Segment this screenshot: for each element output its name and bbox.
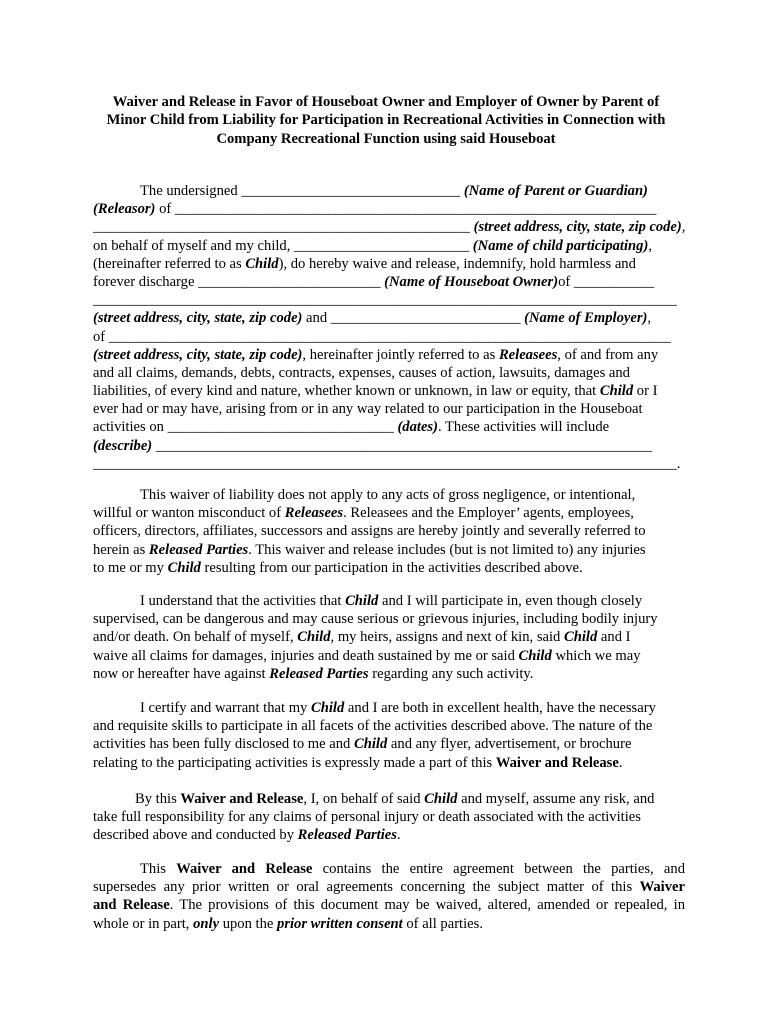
text-line [93,592,685,610]
text-line: and requisite skills to participate in all facets of the activities described above. The nature of the [93,718,653,735]
text: , my heirs, assigns and next of kin, said [330,629,564,646]
entire-agreement-paragraph [93,860,685,933]
child-term: Child [599,383,634,400]
address-label: (street address, city, state, zip code) [93,310,303,327]
risk-paragraph [93,592,685,683]
text: ____________________________________________________________________ [152,437,653,454]
text-line: ever had or may have, arising from or in any way related to our participation in the Houseboat [93,401,643,418]
employer-name-label: (Name of Employer) [524,310,648,327]
child-term: Child [564,629,598,646]
text: described above and conducted by [93,827,298,844]
text-line [93,273,685,291]
releasor-label: (Releasor) [93,201,156,218]
text: , of and from any [557,346,659,363]
text: of all parties. [402,915,483,932]
text: I understand that the activities that [140,593,346,609]
released-parties-term: Released Parties [297,827,397,844]
text: , hereinafter jointly referred to as [302,346,499,363]
text-line: officers, directors, affiliates, successors and assigns are hereby jointly and severally referred to [93,523,646,540]
text: supersedes any prior written or oral agreements concerning the subject matter of this [93,879,640,896]
text: forever discharge _________________________ [93,273,385,290]
text-line [93,559,685,577]
text-line [93,878,685,896]
text: . This waiver and release includes (but is not limited to) any injuries [248,541,646,558]
text-line [93,647,685,665]
text-line [93,699,685,717]
text: herein as [93,541,149,558]
text-line [93,418,685,436]
assume-risk-paragraph [93,790,685,845]
text: activities on _______________________________ [93,419,398,436]
text: resulting from our participation in the activities described above. [200,559,583,576]
owner-name-label: (Name of Houseboat Owner) [384,273,559,290]
child-term: Child [245,255,279,272]
waiver-term: and Release [93,897,170,914]
text: I certify and warrant that my [140,700,311,716]
text-line: take full responsibility for any claims of personal injury or death associated with the activities [93,809,641,826]
text-line: of _____________________________________________________________________________ [93,328,671,345]
text: or I [633,383,658,400]
text: to me or my [93,559,168,576]
text: on behalf of myself and my child, ________________________ [93,237,473,254]
address-label: (street address, city, state, zip code) [473,219,682,236]
text: (hereinafter referred to as [93,255,246,272]
text-line: supervised, can be dangerous and may cause serious or grievous injuries, including bodily injury [93,611,658,628]
child-term: Child [424,791,458,807]
releasees-term: Releasees [284,505,344,522]
text-line: ________________________________________________________________________________ [93,292,677,309]
text: and myself, assume any risk, and [457,791,655,807]
text: and/or death. On behalf of myself, [93,629,298,646]
text: The undersigned ______________________________ [140,183,464,199]
child-term: Child [354,736,388,753]
text: willful or wanton misconduct of [93,505,285,522]
title-line: Waiver and Release in Favor of Houseboat Owner and Employer of Owner by Parent of [112,94,660,110]
title-line: Company Recreational Function using said Houseboat [216,130,556,147]
text: activities has been fully disclosed to me and [93,736,354,753]
text-line [93,860,685,878]
parent-name-label: (Name of Parent or Guardian) [463,183,648,199]
health-paragraph [93,699,685,772]
text-line [93,346,685,364]
consent-term: prior written consent [277,915,403,932]
text: ), do hereby waive and release, indemnify, hold harmless and [278,255,636,272]
text: , [648,237,652,254]
text: upon the [219,915,278,932]
address-label: (street address, city, state, zip code) [93,346,303,363]
text-line [93,309,685,327]
child-term: Child [297,629,331,646]
text-line [93,790,685,808]
title-line: Minor Child from Liability for Participation in Recreational Activities in Connection with [106,112,666,129]
text-line [93,504,685,522]
text: and __________________________ [302,310,525,327]
text: whole or in part, [93,915,194,932]
child-term: Child [345,593,379,609]
child-name-label: (Name of child participating) [472,237,649,254]
describe-label: (describe) [93,437,153,454]
child-term: Child [518,647,552,664]
text-line [93,237,685,255]
text: . The provisions of this document may be waived, altered, amended or repealed, in [169,897,685,914]
text-line [93,665,685,683]
child-term: Child [311,700,345,716]
dates-label: (dates) [397,419,438,436]
text: waive all claims for damages, injuries and death sustained by me or said [93,647,519,664]
text-line [93,437,685,455]
text: liabilities, of every kind and nature, whether known or unknown, in law or equity, that [93,383,600,400]
text: , [647,310,652,327]
child-term: Child [167,559,201,576]
waiver-term: Waiver and Release [180,791,304,807]
text-line [93,735,685,753]
waiver-term: Waiver and Release [495,754,619,771]
text-line [93,382,685,400]
text-line: This waiver of liability does not apply to any acts of gross negligence, or intentional, [140,487,636,503]
text-line: and all claims, demands, debts, contracts, expenses, causes of action, lawsuits, damages and [93,364,630,381]
text: By this [135,791,181,807]
text: and I are both in excellent health, have the necessary [344,700,656,716]
text-line: ________________________________________________________________________________. [93,455,681,472]
text-line [93,255,685,273]
gross-negligence-paragraph [93,486,685,577]
text-line [93,628,685,646]
only-term: only [193,915,220,932]
text: . These activities will include [437,419,610,436]
text-line [93,182,685,200]
text: . [396,827,401,844]
text: of ___________ [558,273,655,290]
text: This [140,861,177,877]
waiver-term: Waiver and Release [176,861,313,877]
text-line [93,915,685,933]
text-line [93,754,685,772]
text: and I [597,629,631,646]
releasees-term: Releasees [498,346,558,363]
released-parties-term: Released Parties [269,665,369,682]
text: ____________________________________________________ [93,219,474,236]
released-parties-term: Released Parties [148,541,249,558]
text: of __________________________________________________________________ [155,201,657,218]
text: now or hereafter have against [93,665,270,682]
release-paragraph [93,182,685,473]
text: regarding any such activity. [368,665,534,682]
text-line [93,541,685,559]
text: , [681,219,686,236]
text: contains the entire agreement between the parties, and [312,861,686,877]
text: which we may [551,647,641,664]
text: and I will participate in, even though closely [378,593,643,609]
text: . [618,754,623,771]
document-title [80,93,692,148]
text: and any flyer, advertisement, or brochure [387,736,632,753]
text-line [93,826,685,844]
text: relating to the participating activities is expressly made a part of this [93,754,496,771]
text-line [93,896,685,914]
waiver-term: Waiver [639,879,685,896]
text: , I, on behalf of said [303,791,425,807]
text-line [93,218,685,236]
text: . Releasees and the Employer’ agents, employees, [343,505,634,522]
text-line [93,200,685,218]
